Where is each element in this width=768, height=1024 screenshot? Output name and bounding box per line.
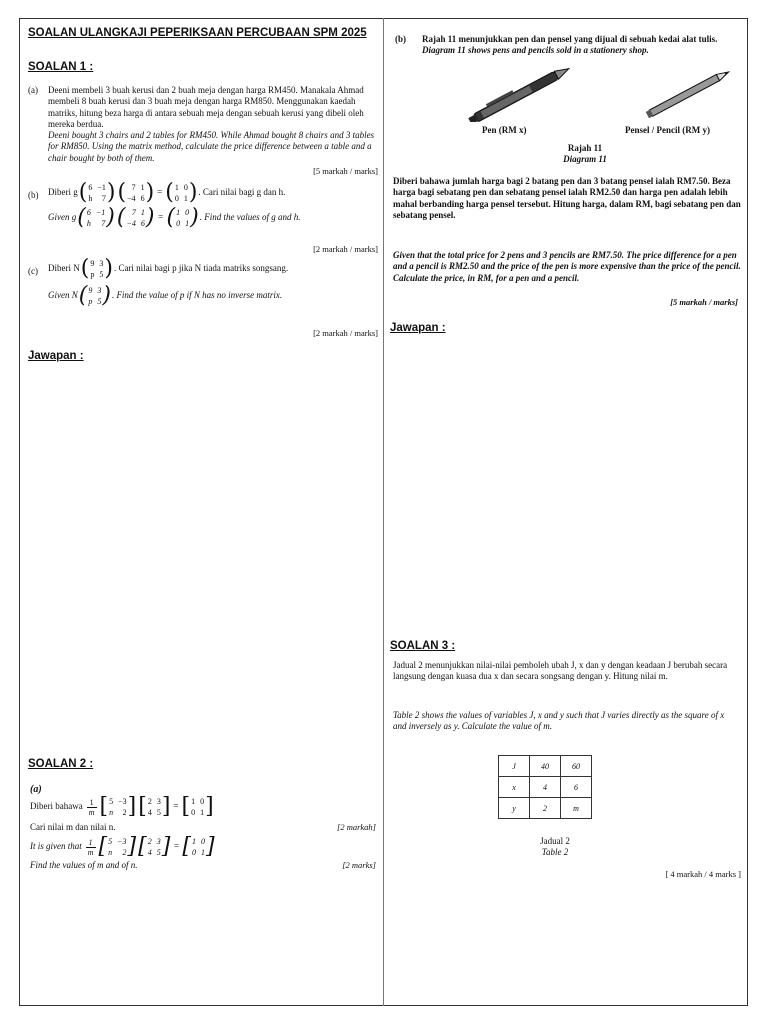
q1b-matrix-3-en: ( 1 0 0 1 ) — [166, 205, 199, 230]
q1c-english-prefix: Given N — [48, 290, 78, 301]
q1b-malay-line: Diberi g ( 6 −1 h 7 ) ( 7 1 −4 6 ) = ( 1 0 0 1 ) . Cari nilai bagi g dan h. — [48, 180, 286, 205]
pen-illustration — [455, 66, 585, 122]
q2-malay-prefix: Diberi bahawa — [30, 801, 83, 812]
q2a-label: (a) — [30, 784, 42, 795]
q1b-english-suffix: . Find the values of g and h. — [199, 212, 301, 223]
q1b-matrix-1: ( 6 −1 h 7 ) — [78, 180, 116, 205]
column-divider — [383, 18, 384, 1006]
table-2 — [498, 755, 592, 819]
q1a-marks: [5 markah / marks] — [313, 166, 378, 176]
q2-malay-task: Cari nilai m dan nilai n. — [30, 822, 116, 832]
q2-matrix-1-en: [ 5 −3 n 2 ] — [98, 834, 137, 859]
q2-english-task: Find the values of m and of n. — [30, 860, 138, 870]
q1b-matrix-2: ( 7 1 −4 6 ) — [117, 180, 155, 205]
diagram-11-caption-malay: Rajah 11 — [567, 143, 603, 153]
q2-english-prefix: It is given that — [30, 841, 82, 852]
q1c-matrix: ( 9 3 p 5 ) — [80, 256, 113, 281]
q1b-malay-prefix: Diberi g — [48, 187, 78, 198]
q1b-right-intro-malay: Rajah 11 menunjukkan pen dan pensel yang dijual di sebuah kedai alat tulis. — [422, 34, 718, 44]
q3-marks: [ 4 markah / 4 marks ] — [665, 869, 741, 879]
q1a-text-english: Deeni bought 3 chairs and 2 tables for RM450. While Ahmad bought 8 chairs and 3 tables for RM850. Using the matrix method, calculate the price difference between a table and a chair bought by both of them. — [48, 130, 375, 163]
q1c-matrix-en: ( 9 3 p 5 ) — [78, 283, 111, 308]
q1b-matrix-2-en: ( 7 1 −4 6 ) — [116, 205, 155, 230]
q1-answer-label: Jawapan : — [28, 350, 84, 362]
document-title: SOALAN ULANGKAJI PEPERIKSAAN PERCUBAAN SPM 2025 — [28, 27, 367, 39]
q2-english-line: It is given that $\frac{1}{m}$ [ 5 −3 n 2 ] [ 2 3 4 5 ] = [ 1 0 0 1 ] — [30, 834, 215, 859]
table-row: J 40 60 — [499, 756, 592, 777]
q2-marks-malay: [2 markah] — [337, 822, 376, 832]
q1c-malay-prefix: Diberi N — [48, 263, 80, 274]
q1b-english-prefix: Given g — [48, 212, 77, 223]
pencil-label: Pensel / Pencil (RM y) — [625, 125, 710, 135]
q1b-malay-suffix: . Cari nilai bagi g dan h. — [198, 187, 286, 198]
q1c-label: (c) — [28, 266, 38, 276]
q1b-label: (b) — [28, 190, 39, 200]
q1a-label: (a) — [28, 85, 38, 95]
soalan-3-heading: SOALAN 3 : — [390, 640, 456, 652]
q1c-english-line — [48, 285, 282, 307]
q1a-text-malay: Deeni membeli 3 buah kerusi dan 2 buah meja dengan harga RM450. Manakala Ahmad membeli 8 buah kerusi dan 3 buah meja dengan harga RM850. Menggunakan kaedah matriks, hitung beza harga di antara sebuah meja dengan sebuah kerusi yang dibeli oleh mereka berdua. — [48, 85, 364, 129]
q2-matrix-2: [ 2 3 4 5 ] — [138, 794, 171, 819]
pen-label: Pen (RM x) — [482, 125, 527, 135]
q2-matrix-2-en: [ 2 3 4 5 ] — [138, 834, 171, 859]
q1b-right-text-malay: Diberi bahawa jumlah harga bagi 2 batang pen dan 3 batang pensel ialah RM7.50. Beza harga bagi sebatang pen dan sebatang pensel ialah RM2.50 dan harga pen adalah lebih mahal berbanding harga pensel tersebut. Hitung harga, dalam RM, bagi sebatang pen dan sebatang pensel. — [393, 176, 741, 220]
table-2-caption-english: Table 2 — [541, 847, 569, 857]
q1b-right-marks: [5 markah / marks] — [670, 297, 738, 307]
q2-fraction: $\frac{1}{m}$ — [88, 797, 95, 817]
q3-text-malay: Jadual 2 menunjukkan nilai-nilai pemboleh ubah J, x dan y dengan keadaan J berubah secara langsung dengan kuasa dua x dan secara songsang dengan y. Hitung nilai m. — [393, 660, 728, 682]
table-row: x 4 6 — [499, 777, 592, 798]
q2-fraction-en: $\frac{1}{m}$ — [87, 837, 94, 857]
pencil-illustration — [640, 68, 740, 118]
q2-matrix-3: [ 1 0 0 1 ] — [181, 794, 214, 819]
q1b-right-intro-english: Diagram 11 shows pens and pencils sold in a stationery shop. — [422, 45, 649, 55]
table-2-caption-malay: Jadual 2 — [540, 836, 570, 846]
q1b-right-text-english: Given that the total price for 2 pens and 3 pencils are RM7.50. The price difference for a pen and a pencil is RM2.50 and the price of the pen is more expensive than the price of the pencil. Calculate the price, in RM, for a pen and a pencil. — [393, 250, 741, 283]
q1c-malay-suffix: . Cari nilai bagi p jika N tiada matriks songsang. — [113, 263, 289, 274]
diagram-11-caption-english: Diagram 11 — [563, 154, 607, 164]
q1b-english-line: Given g ( 6 −1 h 7 ) ( 7 1 −4 6 ) = ( 1 0 0 1 ) . Find the values of g and h. — [48, 205, 301, 230]
q1b-marks: [2 markah / marks] — [313, 244, 378, 254]
q2-malay-line: Diberi bahawa $\frac{1}{m}$ [ 5 −3 n 2 ] [ 2 3 4 5 ] = [ 1 0 0 1 ] — [30, 794, 214, 819]
q1c-english-suffix: . Find the value of p if N has no inverse matrix. — [111, 290, 283, 301]
q2-matrix-1: [ 5 −3 n 2 ] — [99, 794, 137, 819]
q2-marks-english: [2 marks] — [342, 860, 376, 870]
q2-matrix-3-en: [ 1 0 0 1 ] — [182, 834, 215, 859]
table-row: y 2 m — [499, 798, 592, 819]
q3-text-english: Table 2 shows the values of variables J, x and y such that J varies directly as the square of x and inversely as y. Calculate the value of m. — [393, 710, 725, 732]
q1c-malay-line — [48, 258, 288, 280]
q1c-marks: [2 markah / marks] — [313, 328, 378, 338]
q1b-matrix-1-en: ( 6 −1 h 7 ) — [77, 205, 115, 230]
soalan-1-heading: SOALAN 1 : — [28, 61, 94, 73]
soalan-2-heading: SOALAN 2 : — [28, 758, 94, 770]
q1b-right-label: (b) — [395, 34, 406, 44]
q1b-matrix-3: ( 1 0 0 1 ) — [165, 180, 198, 205]
q1b-right-answer-label: Jawapan : — [390, 322, 446, 334]
